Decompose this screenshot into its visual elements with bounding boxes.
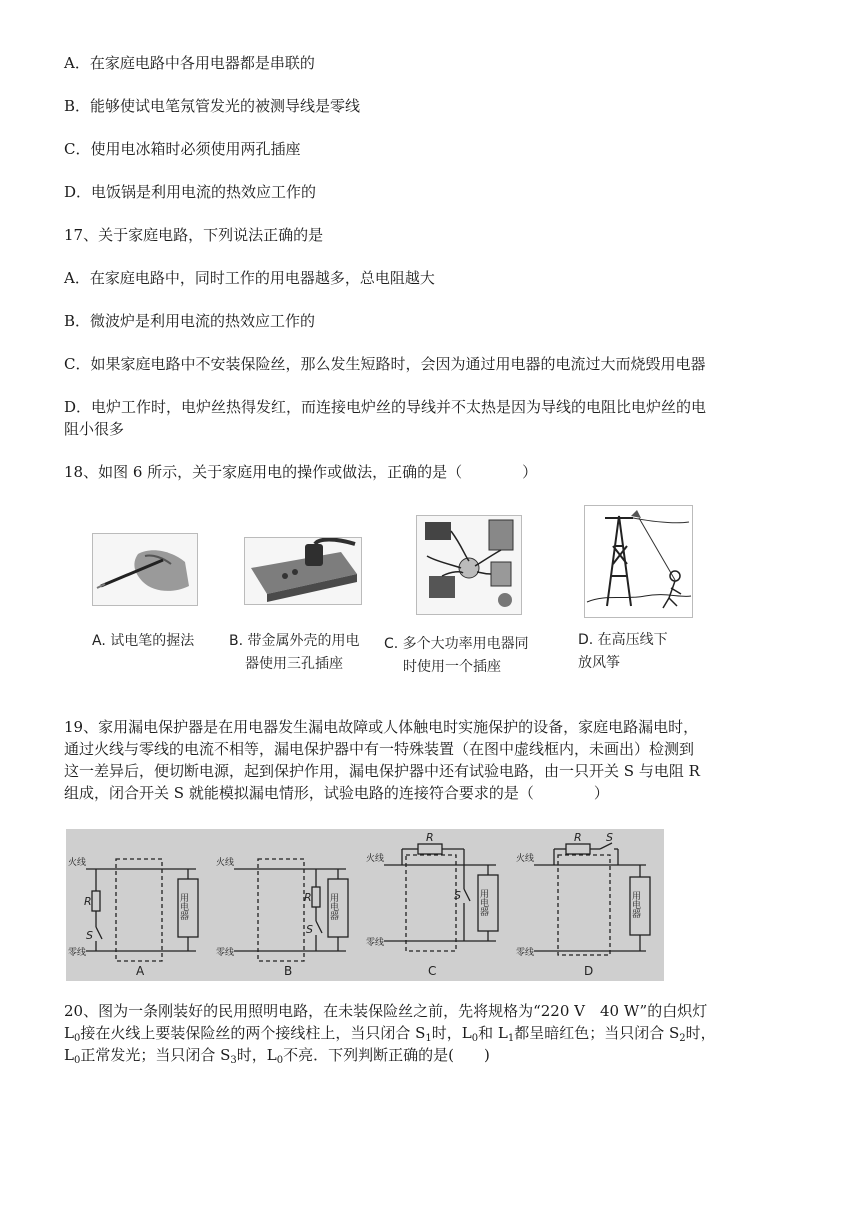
appliance-b: 用电器 (328, 893, 338, 920)
label-live-c: 火线 (366, 854, 385, 864)
q17-option-d-line1: D．电炉工作时，电炉丝热得发红，而连接电炉丝的导线并不太热是因为导线的电阻比电炉丝的电 (64, 398, 707, 416)
label-s-b: S (306, 923, 313, 936)
caption-b-line2: 器使用三孔插座 (245, 656, 343, 672)
q20-line1: 20、图为一条刚装好的民用照明电路，在未装保险丝之前，先将规格为“220 V 40 W”的白炽灯 (64, 1002, 708, 1020)
q16-option-a: A．在家庭电路中各用电器都是串联的 (64, 54, 315, 72)
label-neutral-b: 零线 (216, 948, 235, 958)
label-neutral-c: 零线 (366, 938, 385, 948)
caption-d-line1: D. 在高压线下 (578, 632, 668, 648)
label-r-c: R (426, 831, 434, 844)
q16-option-d: D．电饭锅是利用电流的热效应工作的 (64, 183, 317, 201)
caption-b-line1: B. 带金属外壳的用电 (229, 633, 360, 649)
q19-line1: 19、家用漏电保护器是在用电器发生漏电故障或人体触电时实施保护的设备，家庭电路漏电时， (64, 718, 699, 736)
label-neutral-a: 零线 (68, 948, 87, 958)
q18-stem: 18、如图 6 所示，关于家庭用电的操作或做法，正确的是（ ） (64, 463, 538, 481)
circuit-label-c: C (428, 964, 437, 978)
circuit-label-d: D (584, 964, 594, 978)
q19-line2: 通过火线与零线的电流不相等，漏电保护器中有一特殊装置（在图中虚线框内，未画出）检测到 (64, 740, 695, 758)
caption-d-line2: 放风筝 (578, 655, 620, 671)
q17-option-b: B．微波炉是利用电流的热效应工作的 (64, 312, 316, 330)
circuit-label-b: B (284, 964, 293, 978)
q20-line3: $L_0$正常发光；当只闭合 $S_3$时，$L_0$不亮．下列判断正确的是( ) (64, 1046, 490, 1066)
caption-c-line2: 时使用一个插座 (403, 659, 501, 675)
figure-overloaded-socket (416, 515, 522, 615)
label-live-b: 火线 (216, 858, 235, 868)
q20-line2: $L_0$接在火线上要装保险丝的两个接线柱上，当只闭合 $S_1$时，$L_0$和 $L_1$都呈暗红色；当只闭合 $S_2$时， (64, 1024, 716, 1044)
label-r-b: R (304, 891, 312, 904)
q19-line4: 组成，闭合开关 S 就能模拟漏电情形，试验电路的连接符合要求的是（ ） (64, 784, 609, 802)
q16-option-c: C．使用电冰箱时必须使用两孔插座 (64, 140, 301, 158)
circuit-label-a: A (136, 964, 145, 978)
q17-stem: 17、关于家庭电路，下列说法正确的是 (64, 226, 324, 244)
caption-a: A. 试电笔的握法 (92, 633, 195, 649)
figure-kite-near-power-line (584, 505, 693, 618)
label-r-a: R (84, 895, 92, 908)
appliance-d: 用电器 (630, 891, 640, 918)
q17-option-d-line2: 阻小很多 (64, 420, 125, 438)
figure-three-hole-socket (244, 537, 362, 605)
q16-option-b: B．能够使试电笔氖管发光的被测导线是零线 (64, 97, 361, 115)
label-r-d: R (574, 831, 582, 844)
q19-line3: 这一差异后，便切断电源，起到保护作用，漏电保护器中还有试验电路，由一只开关 S 与电阻 R (64, 762, 700, 780)
label-live-d: 火线 (516, 854, 535, 864)
label-neutral-d: 零线 (516, 948, 535, 958)
caption-c-line1: C. 多个大功率用电器同 (384, 636, 529, 652)
leakage-protector-circuits (66, 829, 664, 981)
label-s-c: S (454, 889, 461, 902)
appliance-a: 用电器 (178, 893, 188, 920)
q17-option-a: A．在家庭电路中，同时工作的用电器越多，总电阻越大 (64, 269, 435, 287)
q17-option-c: C．如果家庭电路中不安装保险丝，那么发生短路时，会因为通过用电器的电流过大而烧毁用电器 (64, 355, 706, 373)
label-s-d: S (606, 831, 613, 844)
label-live-a: 火线 (68, 858, 87, 868)
figure-test-pen-grip (92, 533, 198, 606)
label-s-a: S (86, 929, 93, 942)
appliance-c: 用电器 (478, 889, 488, 916)
